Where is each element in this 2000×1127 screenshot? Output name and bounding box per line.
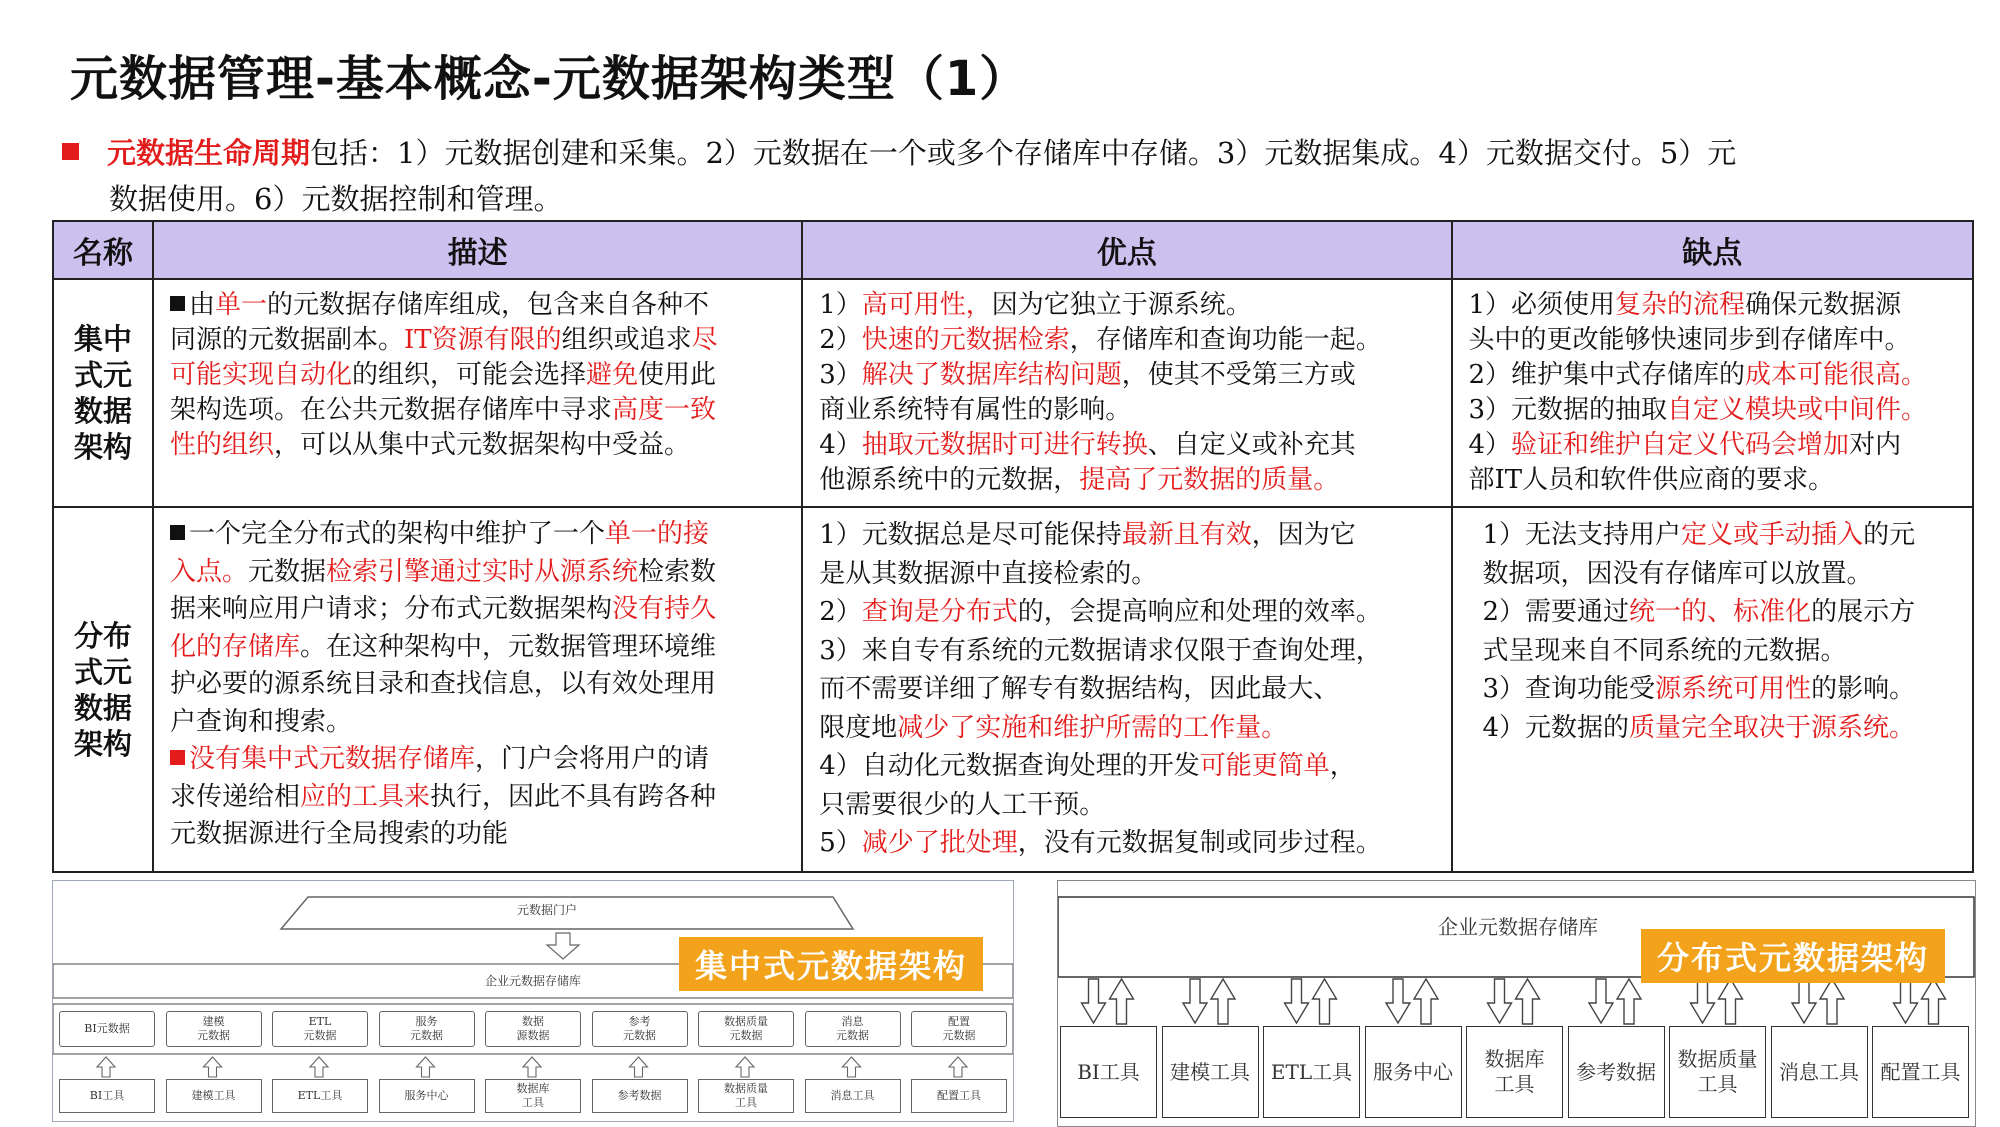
up-arrow-icon (1820, 979, 1844, 1024)
down-arrow-icon (1792, 979, 1816, 1023)
up-arrow-icon (1617, 979, 1641, 1024)
pros-centralized: 1）高可用性，因为它独立于源系统。 2）快速的元数据检索，存储库和查询功能一起。 3）解决了数据库结构问题，使其不受第三方或 商业系统特有属性的影响。 4）抽取元数据时可进行转换、自定义或补充其 他源系统中的元数据，提高了元数据的质量。 (802, 279, 1451, 507)
up-arrow-icon (1313, 979, 1337, 1024)
repo-label: 企业元数据存储库 (433, 974, 633, 988)
lifecycle-bullet (62, 130, 1962, 222)
up-arrow-icon (949, 1057, 967, 1077)
portal-label: 元数据门户 (487, 903, 607, 917)
lifecycle-highlight: 元数据生命周期 (107, 136, 311, 170)
dist-tool-box: BI工具 (1060, 1026, 1157, 1118)
up-arrows-icon (97, 1057, 967, 1077)
cons-distributed: 1）无法支持用户定义或手动插入的元 数据项，因没有存储库可以放置。 2）需要通过统一的、标准化的展示方 式呈现来自不同系统的元数据。 3）查询功能受源系统可用性的影响。 4）元数据的质量完全取决于源系统。 (1452, 507, 1974, 872)
dist-tool-box: 配置工具 (1872, 1026, 1969, 1118)
up-arrow-icon (736, 1057, 754, 1077)
down-arrow-icon (1894, 979, 1918, 1023)
red-square-bullet-icon (62, 143, 79, 160)
lifecycle-text-2: 数据使用。6）元数据控制和管理。 (109, 182, 563, 216)
row-name-distributed: 分布 式元 数据 架构 (53, 507, 153, 872)
up-arrow-icon (310, 1057, 328, 1077)
tool-box: 参考数据 (592, 1079, 688, 1113)
tool-box: 服务中心 (379, 1079, 475, 1113)
row-name-centralized: 集中 式元 数据 架构 (53, 279, 153, 507)
centralized-diagram (52, 880, 1014, 1122)
meta-box: 消息 元数据 (805, 1011, 901, 1047)
cons-centralized: 1）必须使用复杂的流程确保元数据源 头中的更改能够快速同步到存储库中。 2）维护集中式存储库的成本可能很高。 3）元数据的抽取自定义模块或中间件。 4）验证和维护自定义代码会增加对内 部IT人员和软件供应商的要求。 (1452, 279, 1974, 507)
black-square-bullet-icon (170, 525, 185, 540)
header-desc: 描述 (153, 221, 802, 279)
portal-down-arrow-icon (547, 933, 579, 959)
up-arrow-icon (1516, 979, 1540, 1024)
desc-centralized: 由单一的元数据存储库组成，包含来自各种不 同源的元数据副本。IT资源有限的组织或追求尽 可能实现自动化的组织，可能会选择避免使用此 架构选项。在公共元数据存储库中寻求高度一致 性的组织，可以从集中式元数据架构中受益。 (153, 279, 802, 507)
meta-box: 参考 元数据 (592, 1011, 688, 1047)
table-row-distributed (53, 507, 1973, 872)
up-arrow-icon (1211, 979, 1235, 1024)
tool-box: 数据质量 工具 (698, 1079, 794, 1113)
meta-box: ETL 元数据 (272, 1011, 368, 1047)
centralized-badge: 集中式元数据架构 (679, 937, 983, 991)
double-arrows-icon (1082, 979, 1946, 1024)
dist-tool-box: 消息工具 (1771, 1026, 1868, 1118)
up-arrow-icon (523, 1057, 541, 1077)
architecture-table (52, 220, 1974, 873)
down-arrow-icon (1589, 979, 1613, 1023)
black-square-bullet-icon (170, 296, 185, 311)
header-name: 名称 (53, 221, 153, 279)
dist-repo-label: 企业元数据存储库 (1358, 911, 1678, 940)
meta-box: 服务 元数据 (379, 1011, 475, 1047)
up-arrow-icon (1922, 979, 1946, 1024)
tool-box: 消息工具 (805, 1079, 901, 1113)
dist-tool-box: 参考数据 (1568, 1026, 1665, 1118)
meta-box: 配置 元数据 (911, 1011, 1007, 1047)
distributed-badge: 分布式元数据架构 (1641, 929, 1945, 983)
up-arrow-icon (417, 1057, 435, 1077)
header-pros: 优点 (802, 221, 1451, 279)
down-arrow-icon (1691, 979, 1715, 1023)
up-arrow-icon (1110, 979, 1134, 1024)
dist-tool-box: 服务中心 (1365, 1026, 1462, 1118)
dist-tool-box: 数据质量 工具 (1669, 1026, 1766, 1118)
down-arrow-icon (1488, 979, 1512, 1023)
red-square-bullet-icon (170, 750, 185, 765)
down-arrow-icon (1183, 979, 1207, 1023)
up-arrow-icon (204, 1057, 222, 1077)
tool-box: 建模工具 (166, 1079, 262, 1113)
tool-box: 配置工具 (911, 1079, 1007, 1113)
down-arrow-icon (1285, 979, 1309, 1023)
table-header-row (53, 221, 1973, 279)
meta-box: BI元数据 (59, 1011, 155, 1047)
tool-box: BI工具 (59, 1079, 155, 1113)
meta-box: 建模 元数据 (166, 1011, 262, 1047)
meta-box: 数据质量 元数据 (698, 1011, 794, 1047)
down-arrow-icon (1386, 979, 1410, 1023)
down-arrow-icon (1082, 979, 1106, 1023)
up-arrow-icon (1719, 979, 1743, 1024)
tool-box: 数据库 工具 (485, 1079, 581, 1113)
table-row-centralized (53, 279, 1973, 507)
up-arrow-icon (97, 1057, 115, 1077)
distributed-diagram (1057, 880, 1976, 1127)
pros-distributed: 1）元数据总是尽可能保持最新且有效，因为它 是从其数据源中直接检索的。 2）查询是分布式的，会提高响应和处理的效率。 3）来自专有系统的元数据请求仅限于查询处理， 而不需要详细了解专有数据结构，因此最大、 限度地减少了实施和维护所需的工作量。 4）自动化元数据查询处理的开发可能更简单， 只需要很少的人工干预。 5）减少了批处理，没有元数据复制或同步过程。 (802, 507, 1451, 872)
tool-box: ETL工具 (272, 1079, 368, 1113)
desc-distributed: 一个完全分布式的架构中维护了一个单一的接 入点。元数据检索引擎通过实时从源系统检索数 据来响应用户请求；分布式元数据架构没有持久 化的存储库。在这种架构中，元数据管理环境维 护必要的源系统目录和查找信息，以有效处理用 户查询和搜索。 没有集中式元数据存储库，门户会将用户的请 求传递给相应的工具来执行，因此不具有跨各种 元数据源进行全局搜索的功能 (153, 507, 802, 872)
up-arrow-icon (630, 1057, 648, 1077)
up-arrow-icon (1414, 979, 1438, 1024)
page-title: 元数据管理-基本概念-元数据架构类型（1） (70, 51, 1029, 107)
dist-tool-box: 数据库 工具 (1466, 1026, 1563, 1118)
meta-box: 数据 源数据 (485, 1011, 581, 1047)
up-arrow-icon (843, 1057, 861, 1077)
dist-tool-box: 建模工具 (1162, 1026, 1259, 1118)
dist-tool-box: ETL工具 (1263, 1026, 1360, 1118)
header-cons: 缺点 (1452, 221, 1974, 279)
lifecycle-text-1: 包括：1）元数据创建和采集。2）元数据在一个或多个存储库中存储。3）元数据集成。4）元数据交付。5）元 (310, 136, 1737, 170)
